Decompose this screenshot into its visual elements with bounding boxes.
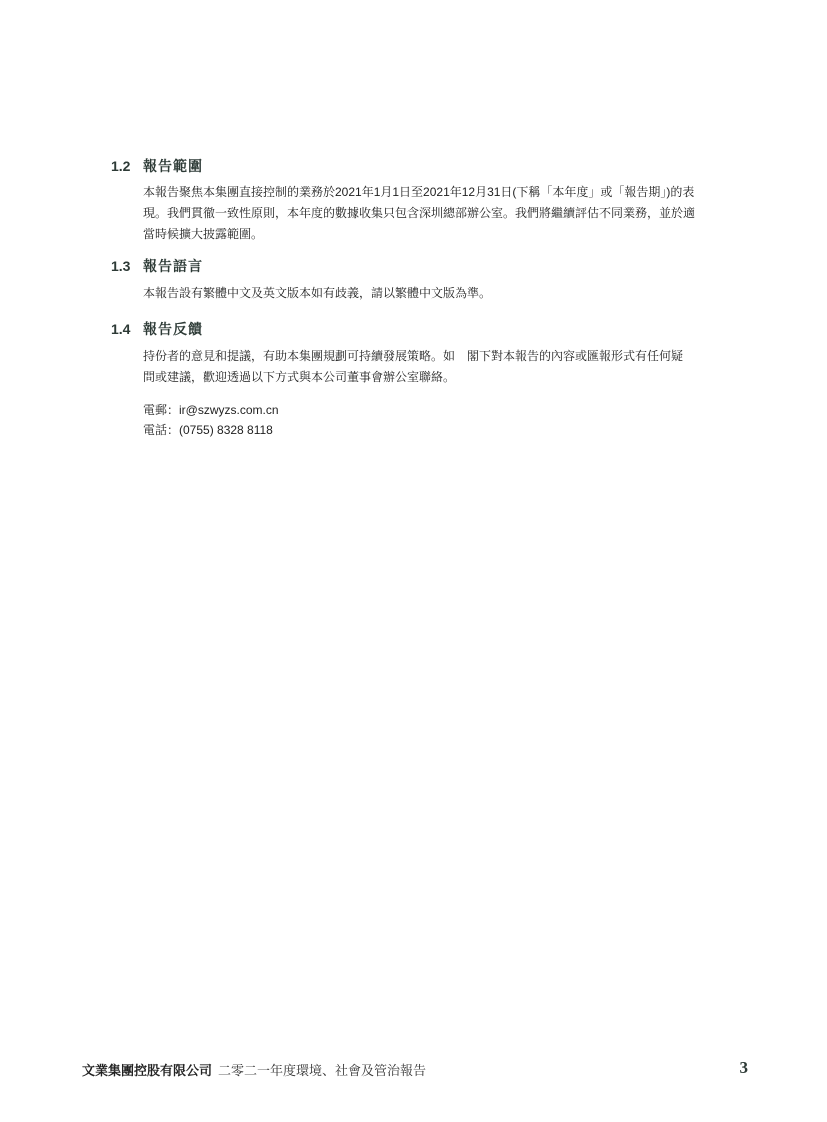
section-paragraph	[143, 182, 751, 245]
page-footer	[82, 1058, 748, 1080]
paragraph-line: 持份者的意見和提議，有助本集團規劃可持續發展策略。如 閣下對本報告的內容或匯報形式有任何疑	[143, 349, 684, 363]
section-title: 報告反饋	[143, 321, 203, 337]
paragraph-line: 當時候擴大披露範圍。	[143, 227, 264, 241]
section-heading	[111, 256, 761, 276]
contact-info	[143, 400, 279, 440]
section-report-language	[111, 256, 761, 304]
section-heading	[111, 319, 761, 339]
section-title: 報告語言	[143, 258, 203, 274]
page-number: 3	[739, 1058, 748, 1077]
section-title: 報告範圍	[143, 158, 203, 174]
section-number: 1.4	[111, 321, 131, 337]
section-paragraph	[143, 346, 751, 388]
paragraph-line: 本報告聚焦本集團直接控制的業務於2021年1月1日至2021年12月31日(下稱「本年度」或「報告期」)的表	[143, 185, 695, 199]
footer-company-name: 文業集團控股有限公司	[82, 1063, 213, 1078]
footer-report-title: 二零二一年度環境、社會及管治報告	[218, 1063, 427, 1078]
paragraph-line: 現。我們貫徹一致性原則，本年度的數據收集只包含深圳總部辦公室。我們將繼續評估不同業務，並於適	[143, 206, 696, 220]
paragraph-line: 問或建議，歡迎透過以下方式與本公司董事會辦公室聯絡。	[143, 370, 456, 384]
paragraph-line: 本報告設有繁體中文及英文版本如有歧義，請以繁體中文版為準。	[143, 286, 492, 300]
section-paragraph	[143, 283, 751, 304]
contact-phone: 電話：(0755) 8328 8118	[143, 423, 273, 437]
section-report-feedback	[111, 319, 761, 388]
section-heading	[111, 156, 761, 176]
contact-email: 電郵：ir@szwyzs.com.cn	[143, 403, 279, 417]
section-number: 1.3	[111, 258, 131, 274]
section-report-scope	[111, 156, 761, 245]
section-number: 1.2	[111, 158, 131, 174]
